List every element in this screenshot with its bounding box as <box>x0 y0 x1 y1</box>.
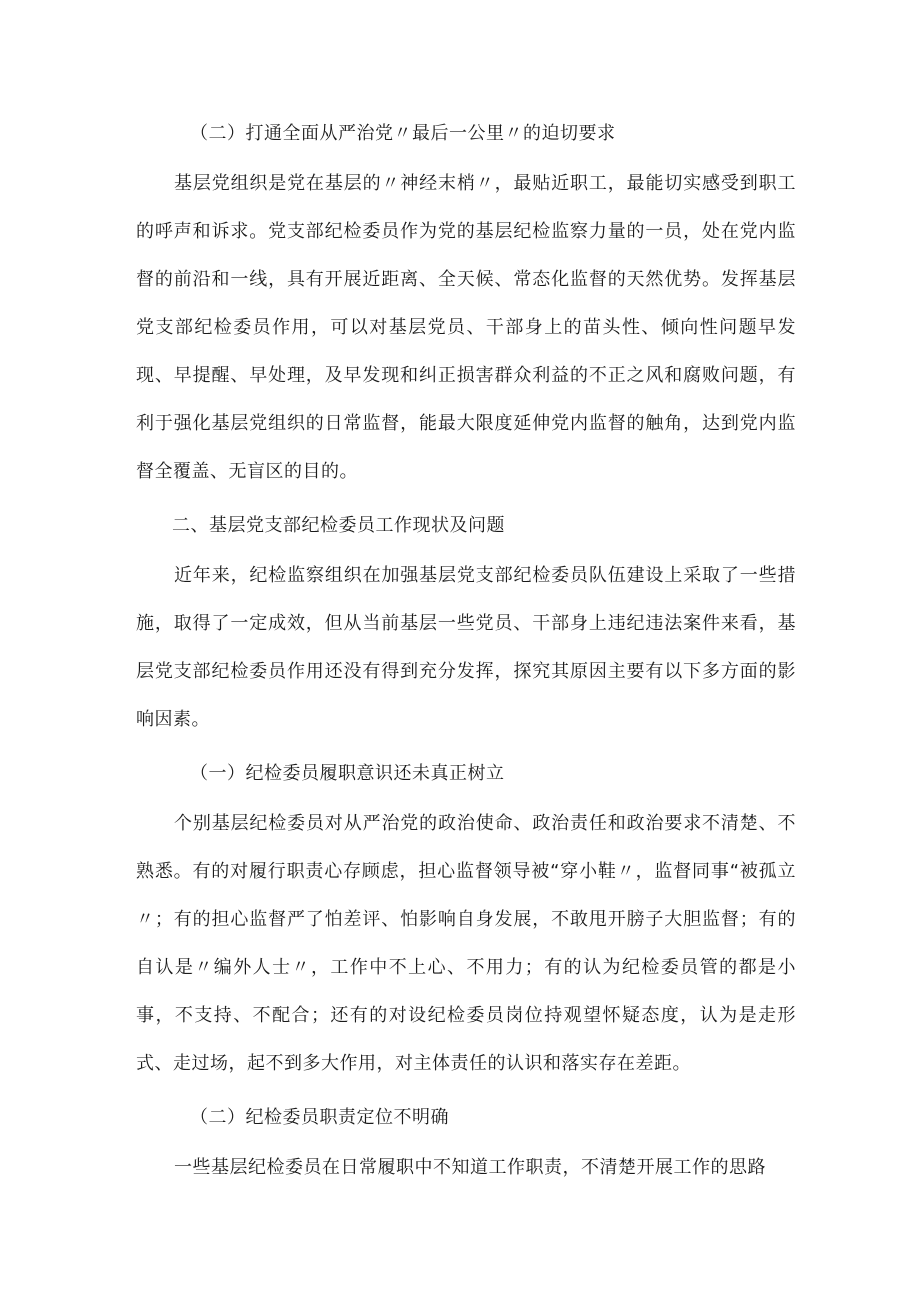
body-paragraph: 个别基层纪检委员对从严治党的政治使命、政治责任和政治要求不清楚、不熟悉。有的对履行职责心存顾虑，担心监督领导被“穿小鞋〃，监督同事“被孤立〃；有的担心监督严了怕差评、怕影响自身发展，不敢甩开膀子大胆监督；有的自认是〃编外人士〃，工作中不上心、不用力；有的认为纪检委员管的都是小事，不支持、不配合；还有的对设纪检委员岗位持观望怀疑态度，认为是走形式、走过场，起不到多大作用，对主体责任的认识和落实存在差距。 <box>136 813 796 1074</box>
body-paragraph: 近年来，纪检监察组织在加强基层党支部纪检委员队伍建设上采取了一些措施，取得了一定成效，但从当前基层一些党员、干部身上违纪违法案件来看，基层党支部纪检委员作用还没有得到充分发挥，探究其原因主要有以下多方面的影响因素。 <box>136 565 796 730</box>
body-paragraph: 基层党组织是党在基层的〃神经末梢〃，最贴近职工，最能切实感受到职工的呼声和诉求。党支部纪检委员作为党的基层纪检监察力量的一员，处在党内监督的前沿和一线，具有开展近距离、全天候、常态化监督的天然优势。发挥基层党支部纪检委员作用，可以对基层党员、干部身上的苗头性、倾向性问题早发现、早提醒、早处理，及早发现和纠正损害群众利益的不正之风和腐败问题，有利于强化基层党组织的日常监督，能最大限度延伸党内监督的触角，达到党内监督全覆盖、无盲区的目的。 <box>136 173 796 482</box>
part-heading: 二、基层党支部纪检委员工作现状及问题 <box>172 515 505 536</box>
document-page <box>136 108 796 1196</box>
subsection-heading: （二）纪检委员职责定位不明确 <box>190 1107 449 1128</box>
subsection-heading: （一）纪检委员履职意识还未真正树立 <box>190 763 505 784</box>
section-heading: （二）打通全面从严治党〃最后一公里〃的迫切要求 <box>190 123 616 144</box>
body-paragraph: 一些基层纪检委员在日常履职中不知道工作职责，不清楚开展工作的思路 <box>174 1157 766 1178</box>
